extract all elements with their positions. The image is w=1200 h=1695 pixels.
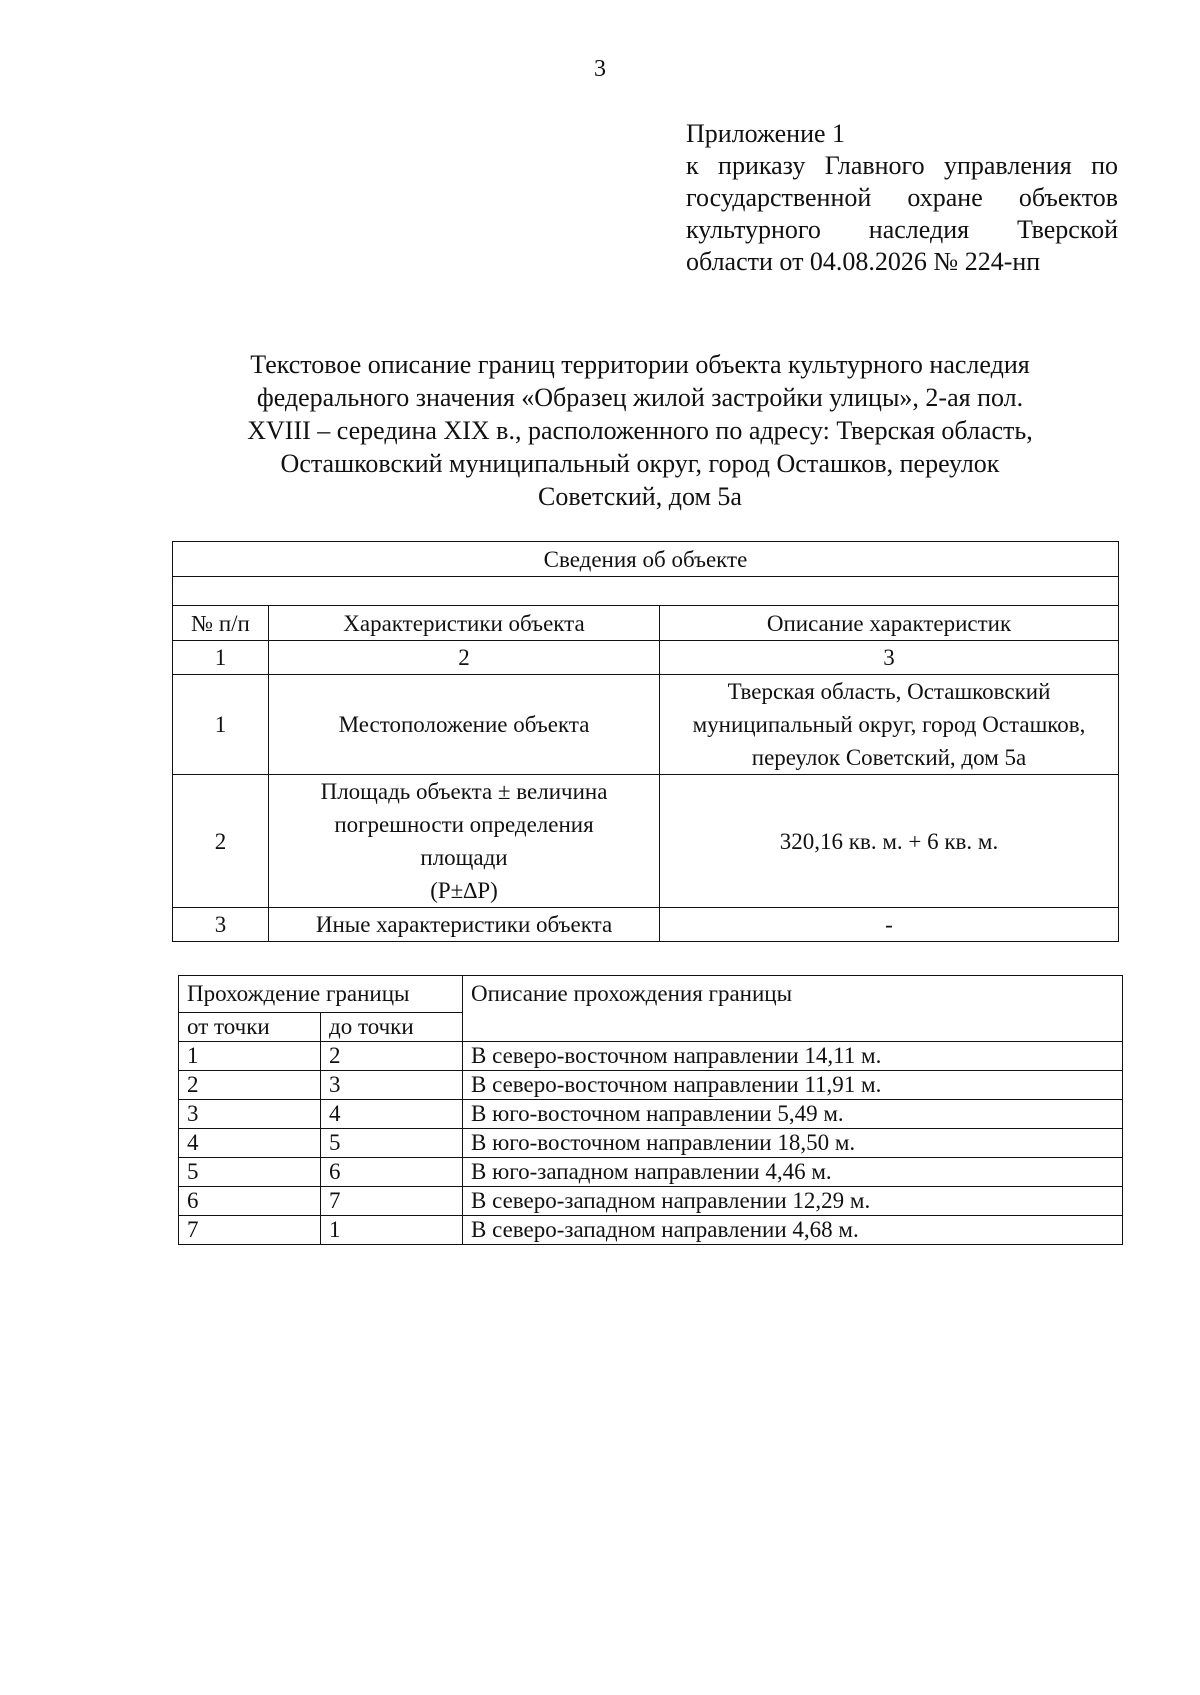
- to-point: 3: [321, 1071, 463, 1100]
- object-table-caption: Сведения об объекте: [173, 542, 1119, 577]
- from-point: 7: [179, 1216, 321, 1245]
- text-line: переулок Советский, дом 5а: [751, 745, 1027, 770]
- row-number: 1: [173, 675, 269, 775]
- boundary-description: В северо-западном направлении 4,68 м.: [463, 1216, 1123, 1245]
- table-row: [179, 1129, 1123, 1158]
- to-point: 7: [321, 1187, 463, 1216]
- title-line: Советский, дом 5а: [538, 482, 742, 511]
- appendix-block: [686, 118, 1118, 278]
- document-title: [190, 348, 1090, 513]
- from-point-header: от точки: [179, 1013, 321, 1042]
- row-characteristic: [269, 675, 660, 775]
- table-row: [179, 1071, 1123, 1100]
- table-row: [179, 1100, 1123, 1129]
- title-line: федерального значения «Образец жилой застройки улицы», 2-ая пол.: [256, 383, 1024, 412]
- boundary-description: В северо-западном направлении 12,29 м.: [463, 1187, 1123, 1216]
- boundary-table: [178, 975, 1123, 1245]
- appendix-line: области от 04.08.2026 № 224-нп: [686, 247, 1041, 276]
- table-row: [179, 1216, 1123, 1245]
- from-point: 5: [179, 1158, 321, 1187]
- column-header-number: № п/п: [173, 606, 269, 641]
- title-line: Осташковский муниципальный округ, город Осташков, переулок: [280, 449, 1000, 478]
- from-point: 1: [179, 1042, 321, 1071]
- text-line: муниципальный округ, город Осташков,: [692, 712, 1086, 737]
- text-line: -: [885, 912, 893, 937]
- text-line: площади: [420, 845, 508, 870]
- from-point: 3: [179, 1100, 321, 1129]
- object-table-blank-row: [173, 577, 1119, 606]
- row-characteristic: [269, 775, 660, 908]
- column-number: 3: [660, 641, 1119, 675]
- boundary-group-header: Прохождение границы: [179, 976, 463, 1013]
- appendix-line: государственной охране объектов: [686, 183, 1118, 212]
- page-number: 3: [594, 56, 606, 82]
- boundary-description: В юго-западном направлении 4,46 м.: [463, 1158, 1123, 1187]
- appendix-title: Приложение 1: [686, 119, 846, 148]
- to-point: 5: [321, 1129, 463, 1158]
- table-row: [173, 908, 1119, 942]
- row-characteristic: [269, 908, 660, 942]
- boundary-description: В северо-восточном направлении 11,91 м.: [463, 1071, 1123, 1100]
- text-line: Площадь объекта ± величина: [320, 779, 608, 804]
- table-row: [173, 675, 1119, 775]
- row-description: [660, 775, 1119, 908]
- boundary-description: В юго-восточном направлении 18,50 м.: [463, 1129, 1123, 1158]
- boundary-description: В юго-восточном направлении 5,49 м.: [463, 1100, 1123, 1129]
- row-description: [660, 908, 1119, 942]
- text-line: Иные характеристики объекта: [315, 912, 613, 937]
- to-point: 2: [321, 1042, 463, 1071]
- appendix-line: культурного наследия Тверской: [686, 215, 1118, 244]
- table-row: [173, 775, 1119, 908]
- text-line: (P±∆P): [430, 878, 498, 903]
- title-line: Текстовое описание границ территории объекта культурного наследия: [250, 350, 1030, 379]
- text-line: погрешности определения: [334, 812, 594, 837]
- from-point: 2: [179, 1071, 321, 1100]
- object-info-table: [172, 541, 1119, 942]
- to-point-header: до точки: [321, 1013, 463, 1042]
- column-number: 1: [173, 641, 269, 675]
- text-line: 320,16 кв. м. + 6 кв. м.: [779, 828, 999, 854]
- row-number: 3: [173, 908, 269, 942]
- table-row: [179, 1187, 1123, 1216]
- text-line: Тверская область, Осташковский: [727, 679, 1051, 704]
- text-line: Местоположение объекта: [338, 712, 590, 737]
- to-point: 1: [321, 1216, 463, 1245]
- boundary-description-header: Описание прохождения границы: [463, 976, 1123, 1042]
- row-description: [660, 675, 1119, 775]
- column-header-description: Описание характеристик: [660, 606, 1119, 641]
- title-line: XVIII – середина XIX в., расположенного по адресу: Тверская область,: [247, 416, 1033, 445]
- row-number: 2: [173, 775, 269, 908]
- table-row: [179, 1042, 1123, 1071]
- from-point: 6: [179, 1187, 321, 1216]
- boundary-description: В северо-восточном направлении 14,11 м.: [463, 1042, 1123, 1071]
- column-number: 2: [269, 641, 660, 675]
- table-row: [179, 1158, 1123, 1187]
- appendix-line: к приказу Главного управления по: [686, 151, 1118, 180]
- from-point: 4: [179, 1129, 321, 1158]
- to-point: 4: [321, 1100, 463, 1129]
- column-header-characteristics: Характеристики объекта: [269, 606, 660, 641]
- to-point: 6: [321, 1158, 463, 1187]
